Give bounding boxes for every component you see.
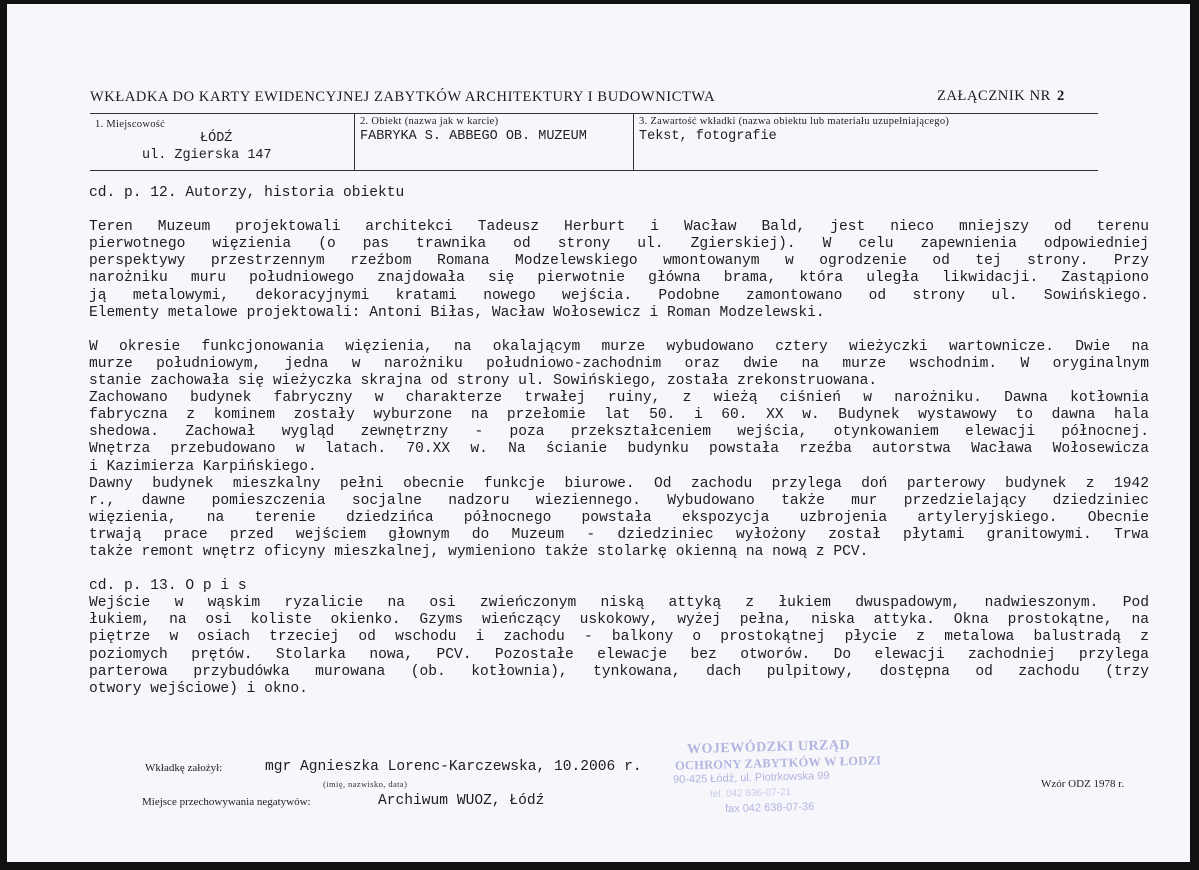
- document-body: [89, 185, 1149, 698]
- text-line: perspektywy przestrzennym rzeźbom Romana Modzelewskiego wmontowanym w ogrodzenie od tej strony. Przy: [89, 253, 1149, 270]
- paragraph-authors: [89, 219, 1149, 322]
- text-line: i Kazimierza Karpińskiego.: [89, 458, 317, 475]
- text-line: Wnętrza przebudowano w latach. 70.XX w. Na ścianie budynku powstała rzeźba autorstwa Wacława Wołosewicza: [89, 441, 1149, 458]
- office-stamp-line-3: 90-425 Łódź, ul. Piotrkowska 99: [672, 769, 830, 787]
- text-line: stanie zachowała się wieżyczka skrajna od strony ul. Sowińskiego, została zrekonstruowana.: [89, 373, 878, 390]
- annex-value: 2: [1056, 88, 1065, 104]
- author-value: mgr Agnieszka Lorenc-Karczewska, 10.2006 r.: [265, 759, 642, 775]
- field-location-street: ul. Zgierska 147: [142, 148, 272, 163]
- header-rule-top: [90, 113, 1098, 114]
- section-heading-description: cd. p. 13. O p i s: [89, 578, 247, 595]
- section-heading-authors: cd. p. 12. Autorzy, historia obiektu: [89, 185, 405, 201]
- text-line: ją metalowymi, dekoracyjnymi kratami nowego wejścia. Podobne zamontowano od strony ul. Sowińskiego.: [89, 287, 1149, 304]
- author-caption: (imię, nazwisko, data): [323, 779, 408, 789]
- document-title: WKŁADKA DO KARTY EWIDENCYJNEJ ZABYTKÓW ARCHITEKTURY I BUDOWNICTWA: [90, 89, 716, 105]
- paragraph-towers: [89, 339, 1149, 390]
- field-location-label: 1. Miejscowość: [95, 119, 166, 130]
- form-code: Wzór ODZ 1978 r.: [1041, 778, 1125, 790]
- text-line: Teren Muzeum projektowali architekci Tadeusz Herburt i Wacław Bald, jest nieco mniejszy od terenu: [89, 219, 1149, 236]
- field-content-label: 3. Zawartość wkładki (nazwa obiektu lub materiału uzupełniającego): [639, 116, 950, 127]
- storage-value: Archiwum WUOZ, Łódź: [378, 793, 545, 809]
- text-line: otwory wejściowe) i okno.: [89, 680, 308, 697]
- text-line: poziomych prętów. Stolarka nowa, PCV. Pozostałe elewacje bez otworów. Do elewacji zachodniej przylega: [89, 646, 1149, 663]
- text-line: Wejście w wąskim ryzalicie na osi zwieńczonym niską attyką z łukiem dwuspadowym, nadwieszonym. Pod: [89, 595, 1149, 612]
- field-object-label: 2. Obiekt (nazwa jak w karcie): [360, 116, 499, 127]
- annex-label: ZAŁĄCZNIK NR: [937, 88, 1051, 104]
- office-stamp-line-4: tel. 042 636-07-21: [709, 786, 792, 801]
- text-line: trwają prace przed wejściem głownym do Muzeum - dziedziniec wyłożony został płytami granitowymi. Trwa: [89, 526, 1149, 543]
- header-rule-bottom: [90, 170, 1098, 171]
- text-line: pierwotnego więzienia (o pas trawnika od strony ul. Zgierskiej). W celu zapewnienia odpowiedniej: [89, 236, 1149, 253]
- text-line: murze południowym, jedna w narożniku południowo-zachodnim oraz dwie na murze wschodnim. W oryginalnym: [89, 355, 1149, 372]
- storage-label: Miejsce przechowywania negatywów:: [142, 796, 311, 808]
- text-line: r., dawne pomieszczenia socjalne nadzoru wieziennego. Wybudowano także mur przedzielający dziedziniec: [89, 492, 1149, 509]
- field-location-city: ŁÓDŹ: [200, 131, 233, 146]
- annex-number: [937, 88, 1065, 105]
- text-line: parterowa przybudówka murowana (ob. kotłownia), tynkowana, dach pulpitowy, dostępna od zachodu (trzy: [89, 663, 1149, 680]
- paragraph-factory: [89, 390, 1149, 475]
- text-line: shedowa. Zachował wygląd zewnętrzny - poza przekształceniem wejścia, otynkowaniem elewacji północnej.: [89, 424, 1149, 441]
- text-line: W okresie funkcjonowania więzienia, na okalającym murze wybudowano cztery wieżyczki wartownicze. Dwie na: [89, 338, 1149, 355]
- office-stamp-line-1: WOJEWÓDZKI URZĄD: [686, 737, 851, 758]
- text-line: Elementy metalowe projektowali: Antoni Biłas, Wacław Wołosewicz i Roman Modzelewski.: [89, 304, 825, 321]
- field-object-value: FABRYKA S. ABBEGO OB. MUZEUM: [360, 129, 587, 144]
- text-line: Dawny budynek mieszkalny pełni obecnie funkcje biurowe. Od zachodu przylega doń parterowy budynek z 1942: [89, 475, 1149, 492]
- author-label: Wkładkę założył:: [145, 762, 223, 774]
- document-sheet: [7, 4, 1190, 862]
- text-line: piętrze w osiach trzeciej od wschodu i zachodu - balkony o prostokątnej płycie z metalowa balustradą z: [89, 629, 1149, 646]
- field-divider-1: [354, 114, 355, 170]
- office-stamp-line-5: fax 042 638-07-36: [724, 800, 815, 816]
- paragraph-description: [89, 595, 1149, 698]
- text-line: narożniku muru południowego znajdowała się pierwotnie główna brama, która uległa likwidacji. Zastąpiono: [89, 270, 1149, 287]
- text-line: Zachowano budynek fabryczny w charakterze trwałej ruiny, z wieżą ciśnień w narożniku. Dawna kotłownia: [89, 390, 1149, 407]
- text-line: fabryczna z kominem zostały wyburzone na przełomie lat 50. i 60. XX w. Budynek wystawowy to dawna hala: [89, 407, 1149, 424]
- office-stamp-line-2: OCHRONY ZABYTKÓW W ŁODZI: [674, 753, 882, 773]
- text-line: więzienia, na terenie dziedzińca północnego powstała ekspozycja uzbrojenia artyleryjskiego. Obecnie: [89, 509, 1149, 526]
- field-divider-2: [633, 114, 634, 170]
- text-line: łukiem, na osi koliste okienko. Gzyms wieńczący uskokowy, wyżej pełna, niska attyka. Okna prostokątne, na: [89, 612, 1149, 629]
- text-line: także remont wnętrz oficyny mieszkalnej, wymieniono także stolarkę okienną na nową z PCV.: [89, 543, 869, 560]
- paragraph-residential: [89, 476, 1149, 561]
- field-content-value: Tekst, fotografie: [639, 129, 777, 144]
